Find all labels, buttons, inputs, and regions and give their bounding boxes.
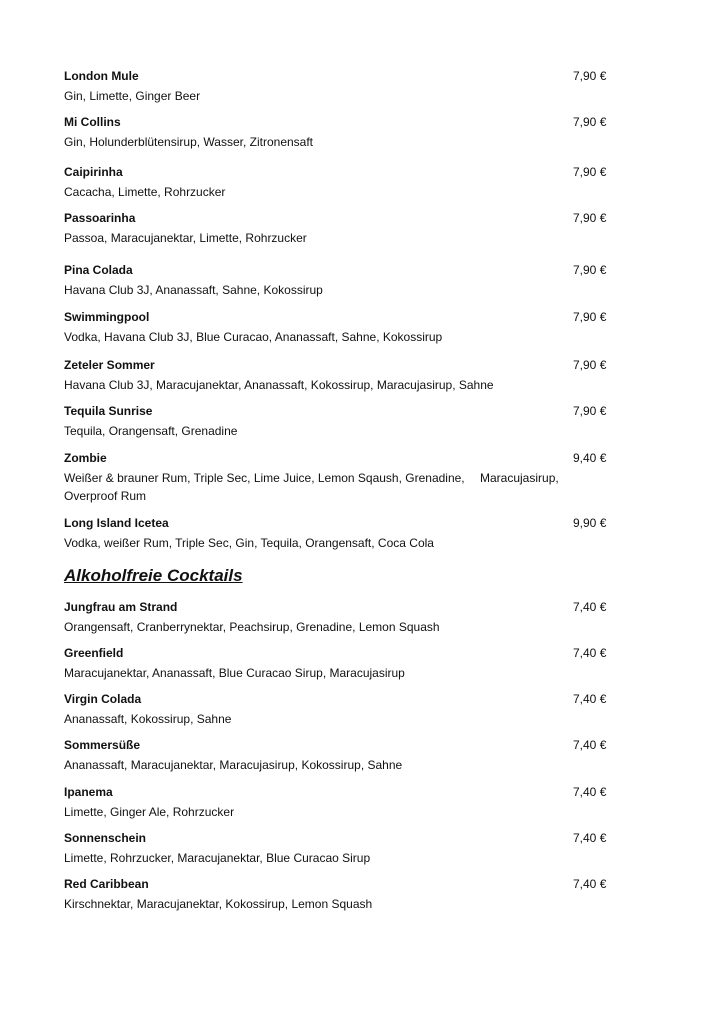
item-price: 7,40 € bbox=[573, 646, 607, 660]
item-price: 7,40 € bbox=[573, 738, 607, 752]
item-name: Jungfrau am Strand bbox=[64, 600, 178, 614]
item-price: 7,90 € bbox=[573, 358, 607, 372]
item-description: Maracujanektar, Ananassaft, Blue Curacao Sirup, Maracujasirup bbox=[64, 666, 405, 680]
item-name: Long Island Icetea bbox=[64, 516, 169, 530]
item-description: Vodka, Havana Club 3J, Blue Curacao, Ananassaft, Sahne, Kokossirup bbox=[64, 330, 443, 344]
item-description-line1: Weißer & brauner Rum, Triple Sec, Lime Juice, Lemon Sqaush, Grenadine, bbox=[64, 471, 465, 485]
item-name: Tequila Sunrise bbox=[64, 404, 153, 418]
item-name: Sommersüße bbox=[64, 738, 141, 752]
item-name: Caipirinha bbox=[64, 165, 123, 179]
item-description: Havana Club 3J, Maracujanektar, Ananassaft, Kokossirup, Maracujasirup, Sahne bbox=[64, 378, 494, 392]
item-description: Havana Club 3J, Ananassaft, Sahne, Kokossirup bbox=[64, 283, 323, 297]
item-name: Zeteler Sommer bbox=[64, 358, 155, 372]
item-name: Mi Collins bbox=[64, 115, 121, 129]
section-title: Alkoholfreie Cocktails bbox=[64, 566, 243, 585]
item-price: 7,40 € bbox=[573, 785, 607, 799]
item-description: Tequila, Orangensaft, Grenadine bbox=[64, 424, 238, 438]
item-name: London Mule bbox=[64, 69, 139, 83]
item-name: Ipanema bbox=[64, 785, 113, 799]
item-price: 9,40 € bbox=[573, 451, 607, 465]
item-name: Greenfield bbox=[64, 646, 124, 660]
item-name: Red Caribbean bbox=[64, 877, 149, 891]
item-name: Pina Colada bbox=[64, 263, 133, 277]
item-description: Gin, Holunderblütensirup, Wasser, Zitronensaft bbox=[64, 135, 314, 149]
item-price: 7,90 € bbox=[573, 263, 607, 277]
item-name: Virgin Colada bbox=[64, 692, 142, 706]
item-name: Zombie bbox=[64, 451, 107, 465]
item-name: Swimmingpool bbox=[64, 310, 150, 324]
item-description: Gin, Limette, Ginger Beer bbox=[64, 89, 201, 103]
item-price: 7,90 € bbox=[573, 404, 607, 418]
item-description: Kirschnektar, Maracujanektar, Kokossirup, Lemon Squash bbox=[64, 897, 373, 911]
item-price: 7,40 € bbox=[573, 600, 607, 614]
item-name: Sonnenschein bbox=[64, 831, 147, 845]
item-price: 7,90 € bbox=[573, 115, 607, 129]
item-price: 7,40 € bbox=[573, 831, 607, 845]
item-price: 7,40 € bbox=[573, 877, 607, 891]
item-description: Cacacha, Limette, Rohrzucker bbox=[64, 185, 226, 199]
item-price: 7,90 € bbox=[573, 310, 607, 324]
item-description: Ananassaft, Kokossirup, Sahne bbox=[64, 712, 232, 726]
item-description-line1-end: Maracujasirup, bbox=[480, 471, 559, 485]
item-price: 7,90 € bbox=[573, 165, 607, 179]
item-description-line2: Overproof Rum bbox=[64, 489, 147, 503]
item-price: 7,90 € bbox=[573, 211, 607, 225]
item-description: Limette, Ginger Ale, Rohrzucker bbox=[64, 805, 235, 819]
item-description: Limette, Rohrzucker, Maracujanektar, Blue Curacao Sirup bbox=[64, 851, 371, 865]
item-name: Passoarinha bbox=[64, 211, 136, 225]
item-description: Orangensaft, Cranberrynektar, Peachsirup, Grenadine, Lemon Squash bbox=[64, 620, 440, 634]
item-description: Ananassaft, Maracujanektar, Maracujasirup, Kokossirup, Sahne bbox=[64, 758, 403, 772]
item-price: 9,90 € bbox=[573, 516, 607, 530]
item-description: Vodka, weißer Rum, Triple Sec, Gin, Tequila, Orangensaft, Coca Cola bbox=[64, 536, 434, 550]
item-price: 7,90 € bbox=[573, 69, 607, 83]
item-price: 7,40 € bbox=[573, 692, 607, 706]
item-description: Passoa, Maracujanektar, Limette, Rohrzucker bbox=[64, 231, 307, 245]
